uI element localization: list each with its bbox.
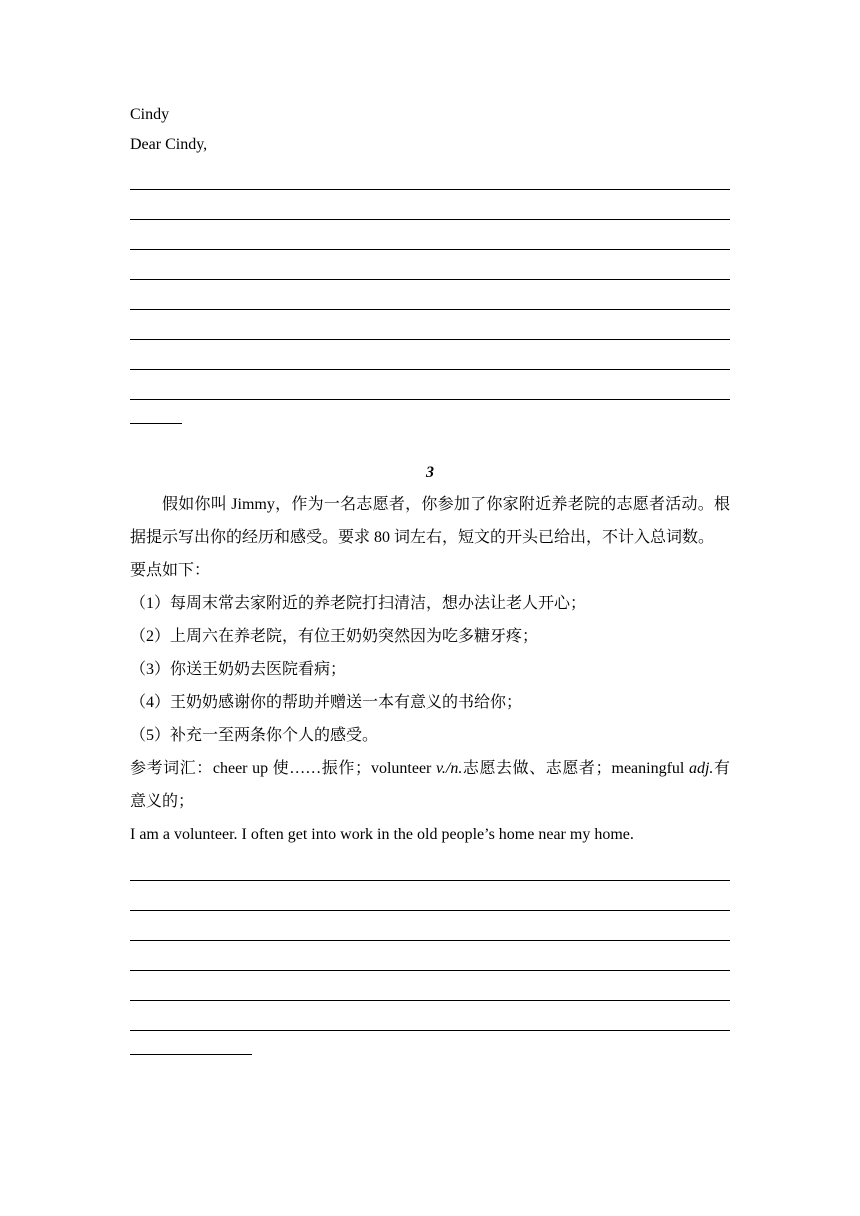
worksheet-page (130, 100, 730, 1055)
answer-line[interactable] (130, 250, 730, 280)
answer-line[interactable] (130, 1001, 730, 1031)
vocab-prefix: 参考词汇：cheer up 使……振作；volunteer (130, 760, 436, 777)
answer-line[interactable] (130, 310, 730, 340)
answer-line[interactable] (130, 340, 730, 370)
vocab-pos-verb-noun: v./n. (435, 760, 463, 777)
reference-vocabulary (130, 752, 730, 818)
answer-line-short[interactable] (130, 400, 730, 424)
points-heading: 要点如下： (130, 562, 211, 579)
letter-greeting: Dear Cindy, (130, 136, 208, 153)
answer-line[interactable] (130, 911, 730, 941)
point-item: （3）你送王奶奶去医院看病； (130, 661, 347, 678)
answer-lines-letter (130, 160, 730, 424)
point-item: （5）补充一至两条你个人的感受。 (130, 727, 379, 744)
letter-signature: Cindy (130, 106, 170, 123)
vocab-mid: 志愿去做、志愿者；meaningful (462, 760, 689, 777)
answer-lines-essay (130, 851, 730, 1055)
answer-line[interactable] (130, 971, 730, 1001)
answer-line[interactable] (130, 280, 730, 310)
answer-line[interactable] (130, 190, 730, 220)
point-item: （4）王奶奶感谢你的帮助并赠送一本有意义的书给你； (130, 694, 523, 711)
answer-line[interactable] (130, 220, 730, 250)
point-item: （2）上周六在养老院，有位王奶奶突然因为吃多糖牙疼； (130, 628, 539, 645)
vocab-suffix: 有意义的； (130, 760, 730, 810)
answer-line[interactable] (130, 160, 730, 190)
section-number: 3 (426, 464, 434, 481)
task-instructions: 假如你叫 Jimmy，作为一名志愿者，你参加了你家附近养老院的志愿者活动。根据提示写出你的经历和感受。要求 80 词左右，短文的开头已给出，不计入总词数。 (130, 496, 730, 546)
vocab-pos-adj: adj. (688, 760, 714, 777)
answer-line[interactable] (130, 941, 730, 971)
answer-line[interactable] (130, 370, 730, 400)
answer-line[interactable] (130, 881, 730, 911)
point-item: （1）每周末常去家附近的养老院打扫清洁，想办法让老人开心； (130, 595, 587, 612)
answer-line[interactable] (130, 851, 730, 881)
points-list (130, 587, 730, 752)
answer-line-short[interactable] (130, 1031, 730, 1055)
essay-opening: I am a volunteer. I often get into work in the old people’s home near my home. (130, 826, 634, 843)
